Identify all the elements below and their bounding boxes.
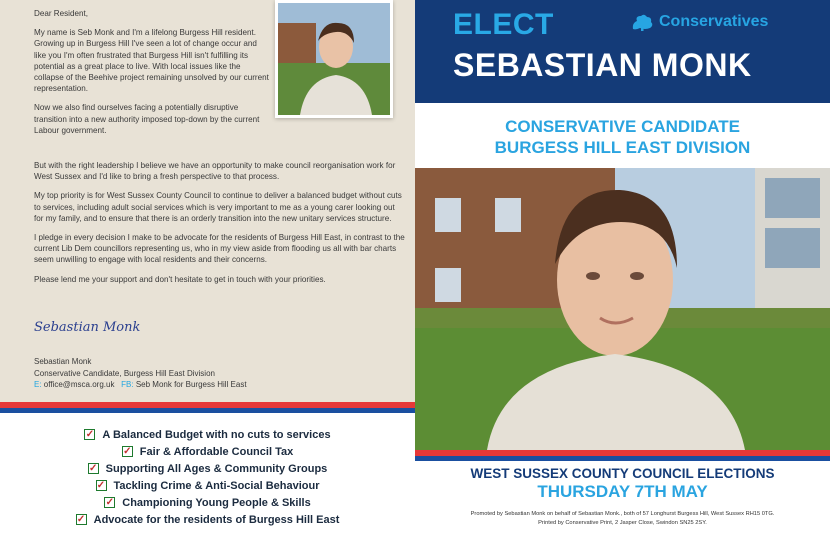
election-date: THURSDAY 7TH MAY [537, 482, 708, 501]
check-box-icon: ✓ [76, 513, 86, 525]
email-link[interactable]: office@msca.org.uk [43, 380, 115, 389]
letter-paragraph: My top priority is for West Sussex County Council to continue to deliver a balanced budget without cuts to services, including adult social services which is very important to me as a young carer looking out for my family, and to ensure that there is an orderly transition into the new unitary services structure. [34, 191, 402, 223]
imprint [415, 510, 830, 528]
check-box-icon: ✓ [88, 462, 98, 474]
letter-body-wide [34, 160, 406, 293]
portrait-small-icon [278, 3, 390, 115]
candidate-name: SEBASTIAN MONK [453, 47, 752, 83]
letter-paragraph: Please lend me your support and don't hesitate to get in touch with your priorities. [34, 274, 326, 284]
letter-body-narrow [34, 8, 270, 144]
candidate-line1: CONSERVATIVE CANDIDATE [505, 117, 740, 136]
pledge-text: A Balanced Budget with no cuts to services [102, 428, 331, 441]
contact-line [34, 379, 247, 391]
check-box-icon: ✓ [105, 496, 114, 508]
letter-paragraph: Now we also find ourselves facing a potentially disruptive transition into a new authority imposed top-down by the current Labour government. [34, 103, 260, 135]
candidate-photo-small [275, 0, 393, 118]
pledge-text: Tackling Crime & Anti-Social Behaviour [113, 479, 320, 492]
email-label: E: [34, 380, 42, 389]
blue-stripe [415, 456, 830, 461]
letter-paragraph: But with the right leadership I believe we have an opportunity to make council reorganisation work for West Sussex and I'd like to bring a fresh perspective to that process. [34, 161, 396, 182]
divider [415, 103, 830, 111]
check-box-icon: ✓ [96, 479, 106, 491]
letter-paragraph: I pledge in every decision I make to be advocate for the residents of Burgess Hill East, in contrast to the current Lib Dem councillors representing us, who in my view aside from flooding us all with bar charts seem unwilling to engage with local residents and their concerns. [34, 233, 405, 265]
sign-title: Conservative Candidate, Burgess Hill East Division [34, 368, 215, 378]
fb-label: FB: [121, 380, 134, 389]
letter-greeting: Dear Resident, [34, 9, 88, 18]
pledge-text: Supporting All Ages & Community Groups [105, 462, 328, 475]
check-box-icon: ✓ [123, 445, 132, 457]
list-item [0, 443, 415, 460]
header-banner [415, 0, 830, 103]
imprint-line2: Printed by Conservative Print, 2 Jasper Close, Swindon SN25 2SY. [538, 520, 707, 526]
party-name: Conservatives [659, 13, 769, 30]
list-item [0, 511, 415, 528]
letter-background [0, 0, 415, 402]
list-item [0, 477, 415, 494]
signature: Sebastian Monk [34, 320, 141, 335]
pledge-text: Fair & Affordable Council Tax [139, 445, 294, 458]
candidate-title [415, 116, 830, 158]
blue-stripe [0, 408, 415, 413]
candidate-photo-large [415, 168, 830, 450]
pledge-text: Advocate for the residents of Burgess Hill East [93, 513, 340, 526]
pledge-text: Championing Young People & Skills [122, 496, 311, 509]
elections-heading: WEST SUSSEX COUNTY COUNCIL ELECTIONS [470, 466, 775, 481]
tree-icon [630, 13, 654, 31]
letter-paragraph: My name is Seb Monk and I'm a lifelong Burgess Hill resident. Growing up in Burgess Hill I've seen a lot of change occur and like you I'm often frustrated that Burgess Hill isn't fulfilling its potential as a great place to live. With local issues like the collapse of the Beehive project remaining unsolved by our current representation. [34, 28, 269, 94]
portrait-large-icon [415, 168, 830, 450]
elect-heading: ELECT [453, 8, 554, 41]
signature-block [34, 356, 247, 391]
party-logo [630, 13, 768, 31]
fb-link[interactable]: Seb Monk for Burgess Hill East [135, 380, 247, 389]
imprint-line1: Promoted by Sebastian Monk on behalf of Sebastian Monk., both of 57 Longhurst Burgess Hill, West Sussex RH15 0TG. [470, 511, 775, 517]
check-box-icon: ✓ [85, 428, 95, 440]
list-item [0, 426, 415, 443]
list-item [0, 494, 415, 511]
pledge-list [0, 426, 415, 528]
cover-panel [415, 0, 830, 540]
candidate-line2: BURGESS HILL EAST DIVISION [494, 138, 751, 157]
sign-name: Sebastian Monk [34, 357, 92, 366]
list-item [0, 460, 415, 477]
